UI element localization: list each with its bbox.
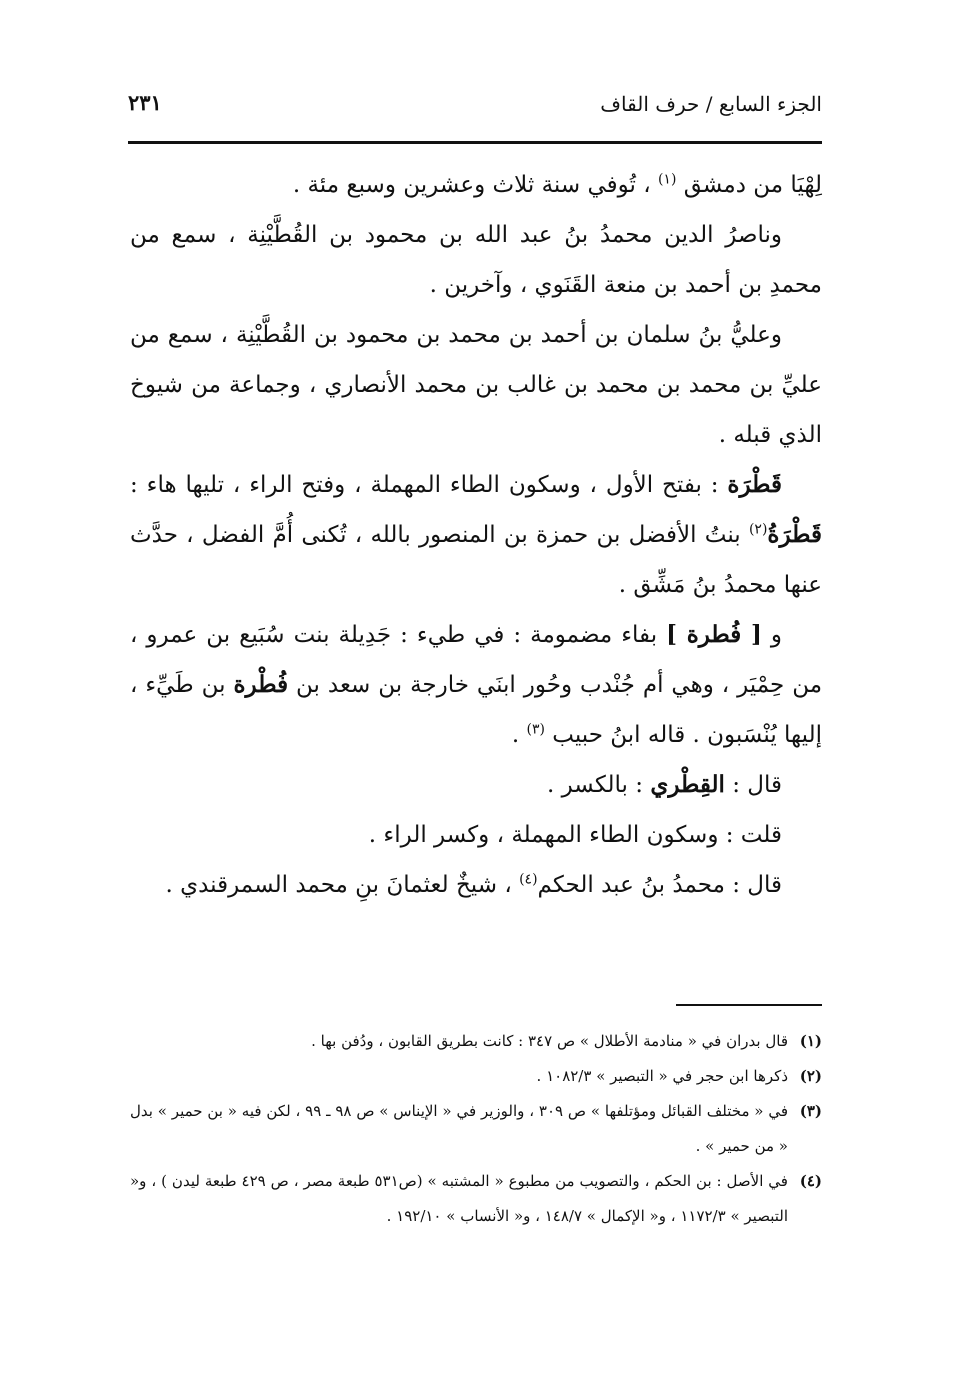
paragraph-1-text: لِهْيَا من دمشق bbox=[683, 172, 822, 198]
footnote-ref-2[interactable]: (٢) bbox=[748, 521, 768, 538]
footnote-number: (٣) bbox=[799, 1102, 822, 1120]
footnote-separator bbox=[676, 1004, 822, 1006]
paragraph-4-text-a: : بفتح الأول ، وسكون الطاء المهملة ، وفتح الراء ، تليها هاء : bbox=[130, 472, 719, 498]
paragraph-5-text-b: بن طَيِّء ، إليها يُنْسَبون . قاله ابنُ حبيب bbox=[130, 672, 822, 748]
entry-term-qatra: قَطْرَة bbox=[727, 471, 783, 498]
paragraph-4-text-b: بنتُ الأفضل بن حمزة بن المنصور بالله ، تُكنى أُمَّ الفضل ، حدَّث عنها محمدُ بنُ مَشِّق . bbox=[130, 522, 822, 598]
paragraph-4 bbox=[130, 460, 822, 610]
paragraph-8-text-a: قال : محمدُ بنُ عبد الحكم bbox=[537, 872, 782, 898]
header-rule bbox=[128, 141, 822, 144]
paragraph-6-text-a: قال : bbox=[732, 772, 782, 798]
footnote-3 bbox=[130, 1094, 822, 1164]
footnotes bbox=[130, 1024, 822, 1234]
paragraph-6 bbox=[130, 760, 822, 810]
main-text bbox=[130, 160, 822, 910]
paragraph-8-text-b: ، شيخٌ لعثمانَ بنِ محمد السمرقندي . bbox=[165, 872, 512, 898]
footnote-text: في « مختلف القبائل ومؤتلفها » ص ٣٠٩ ، والوزير في « الإيناس » ص ٩٨ ـ ٩٩ ، لكن فيه « بن حمير » بدل « من حمير » . bbox=[130, 1102, 788, 1155]
paragraph-5-text-a: بفاء مضمومة : في طيء : جَدِيلة بنت سُبَيع بن عمرو ، من حِمْيَر ، وهي أم جُنْدب وحُور ابنَي خارجة بن سعد بن bbox=[130, 622, 823, 698]
paragraph-1 bbox=[130, 160, 822, 210]
paragraph-3: وعليُّ بنُ سلمان بن أحمد بن محمد بن محمود بن القُطَّيْنِة ، سمع من عليِّ بن محمد بن محمد بن غالب بن محمد الأنصاري ، وجماعة من شيوخ الذي قبله . bbox=[130, 322, 822, 448]
footnote-text: في الأصل : بن الحكم ، والتصويب من مطبوع « المشتبه » (ص٥٣١ طبعة مصر ، ص ٤٢٩ طبعة ليدن ) ، و« التبصير » ١١٧٢/٣ ، و« الإكمال » ١٤٨/٧ ، و« الأنساب » ١٩٢/١٠ . bbox=[130, 1172, 788, 1225]
footnote-ref-1[interactable]: (١) bbox=[657, 171, 677, 188]
entry-term-futra: [ فُطرة ] bbox=[666, 621, 762, 648]
entry-term-qitri: القِطْري bbox=[650, 771, 725, 798]
paragraph-2: وناصرُ الدين محمدُ بنُ عبد الله بن محمود بن القُطَّيْنِة ، سمع من محمدِ بن أحمد بن منعة القَنَوي ، وآخرين . bbox=[130, 222, 822, 298]
entry-name-qatra: قَطْرَةُ bbox=[767, 521, 823, 548]
footnote-4 bbox=[130, 1164, 822, 1234]
footnote-text: ذكرها ابن حجر في « التبصير » ١٠٨٢/٣ . bbox=[536, 1067, 788, 1085]
paragraph-6-text-b: : بالكسر . bbox=[546, 772, 643, 798]
footnote-ref-3[interactable]: (٣) bbox=[526, 721, 545, 738]
footnote-2 bbox=[130, 1059, 822, 1094]
footnote-number: (١) bbox=[799, 1032, 822, 1050]
footnote-ref-4[interactable]: (٤) bbox=[519, 871, 538, 888]
footnote-1 bbox=[130, 1024, 822, 1059]
footnote-number: (٢) bbox=[799, 1067, 822, 1085]
paragraph-8 bbox=[130, 860, 822, 910]
footnote-text: قال بدران في « منادمة الأطلال » ص ٣٤٧ : كانت بطريق القابون ، ودُفن بها . bbox=[311, 1032, 788, 1050]
page-header bbox=[128, 88, 822, 128]
paragraph-7: قلت : وسكون الطاء المهملة ، وكسر الراء . bbox=[368, 822, 782, 848]
paragraph-5-prefix: و bbox=[770, 622, 783, 648]
entry-name-futra: فُطْرة bbox=[233, 671, 289, 698]
paragraph-1-end: ، تُوفي سنة ثلاث وعشرين وسبع مئة . bbox=[292, 172, 651, 198]
footnote-number: (٤) bbox=[799, 1172, 822, 1190]
running-head: الجزء السابع / حرف القاف bbox=[600, 92, 822, 116]
paragraph-5 bbox=[130, 610, 822, 760]
paragraph-5-end: . bbox=[511, 722, 520, 748]
page-number: ٢٣١ bbox=[128, 90, 162, 115]
